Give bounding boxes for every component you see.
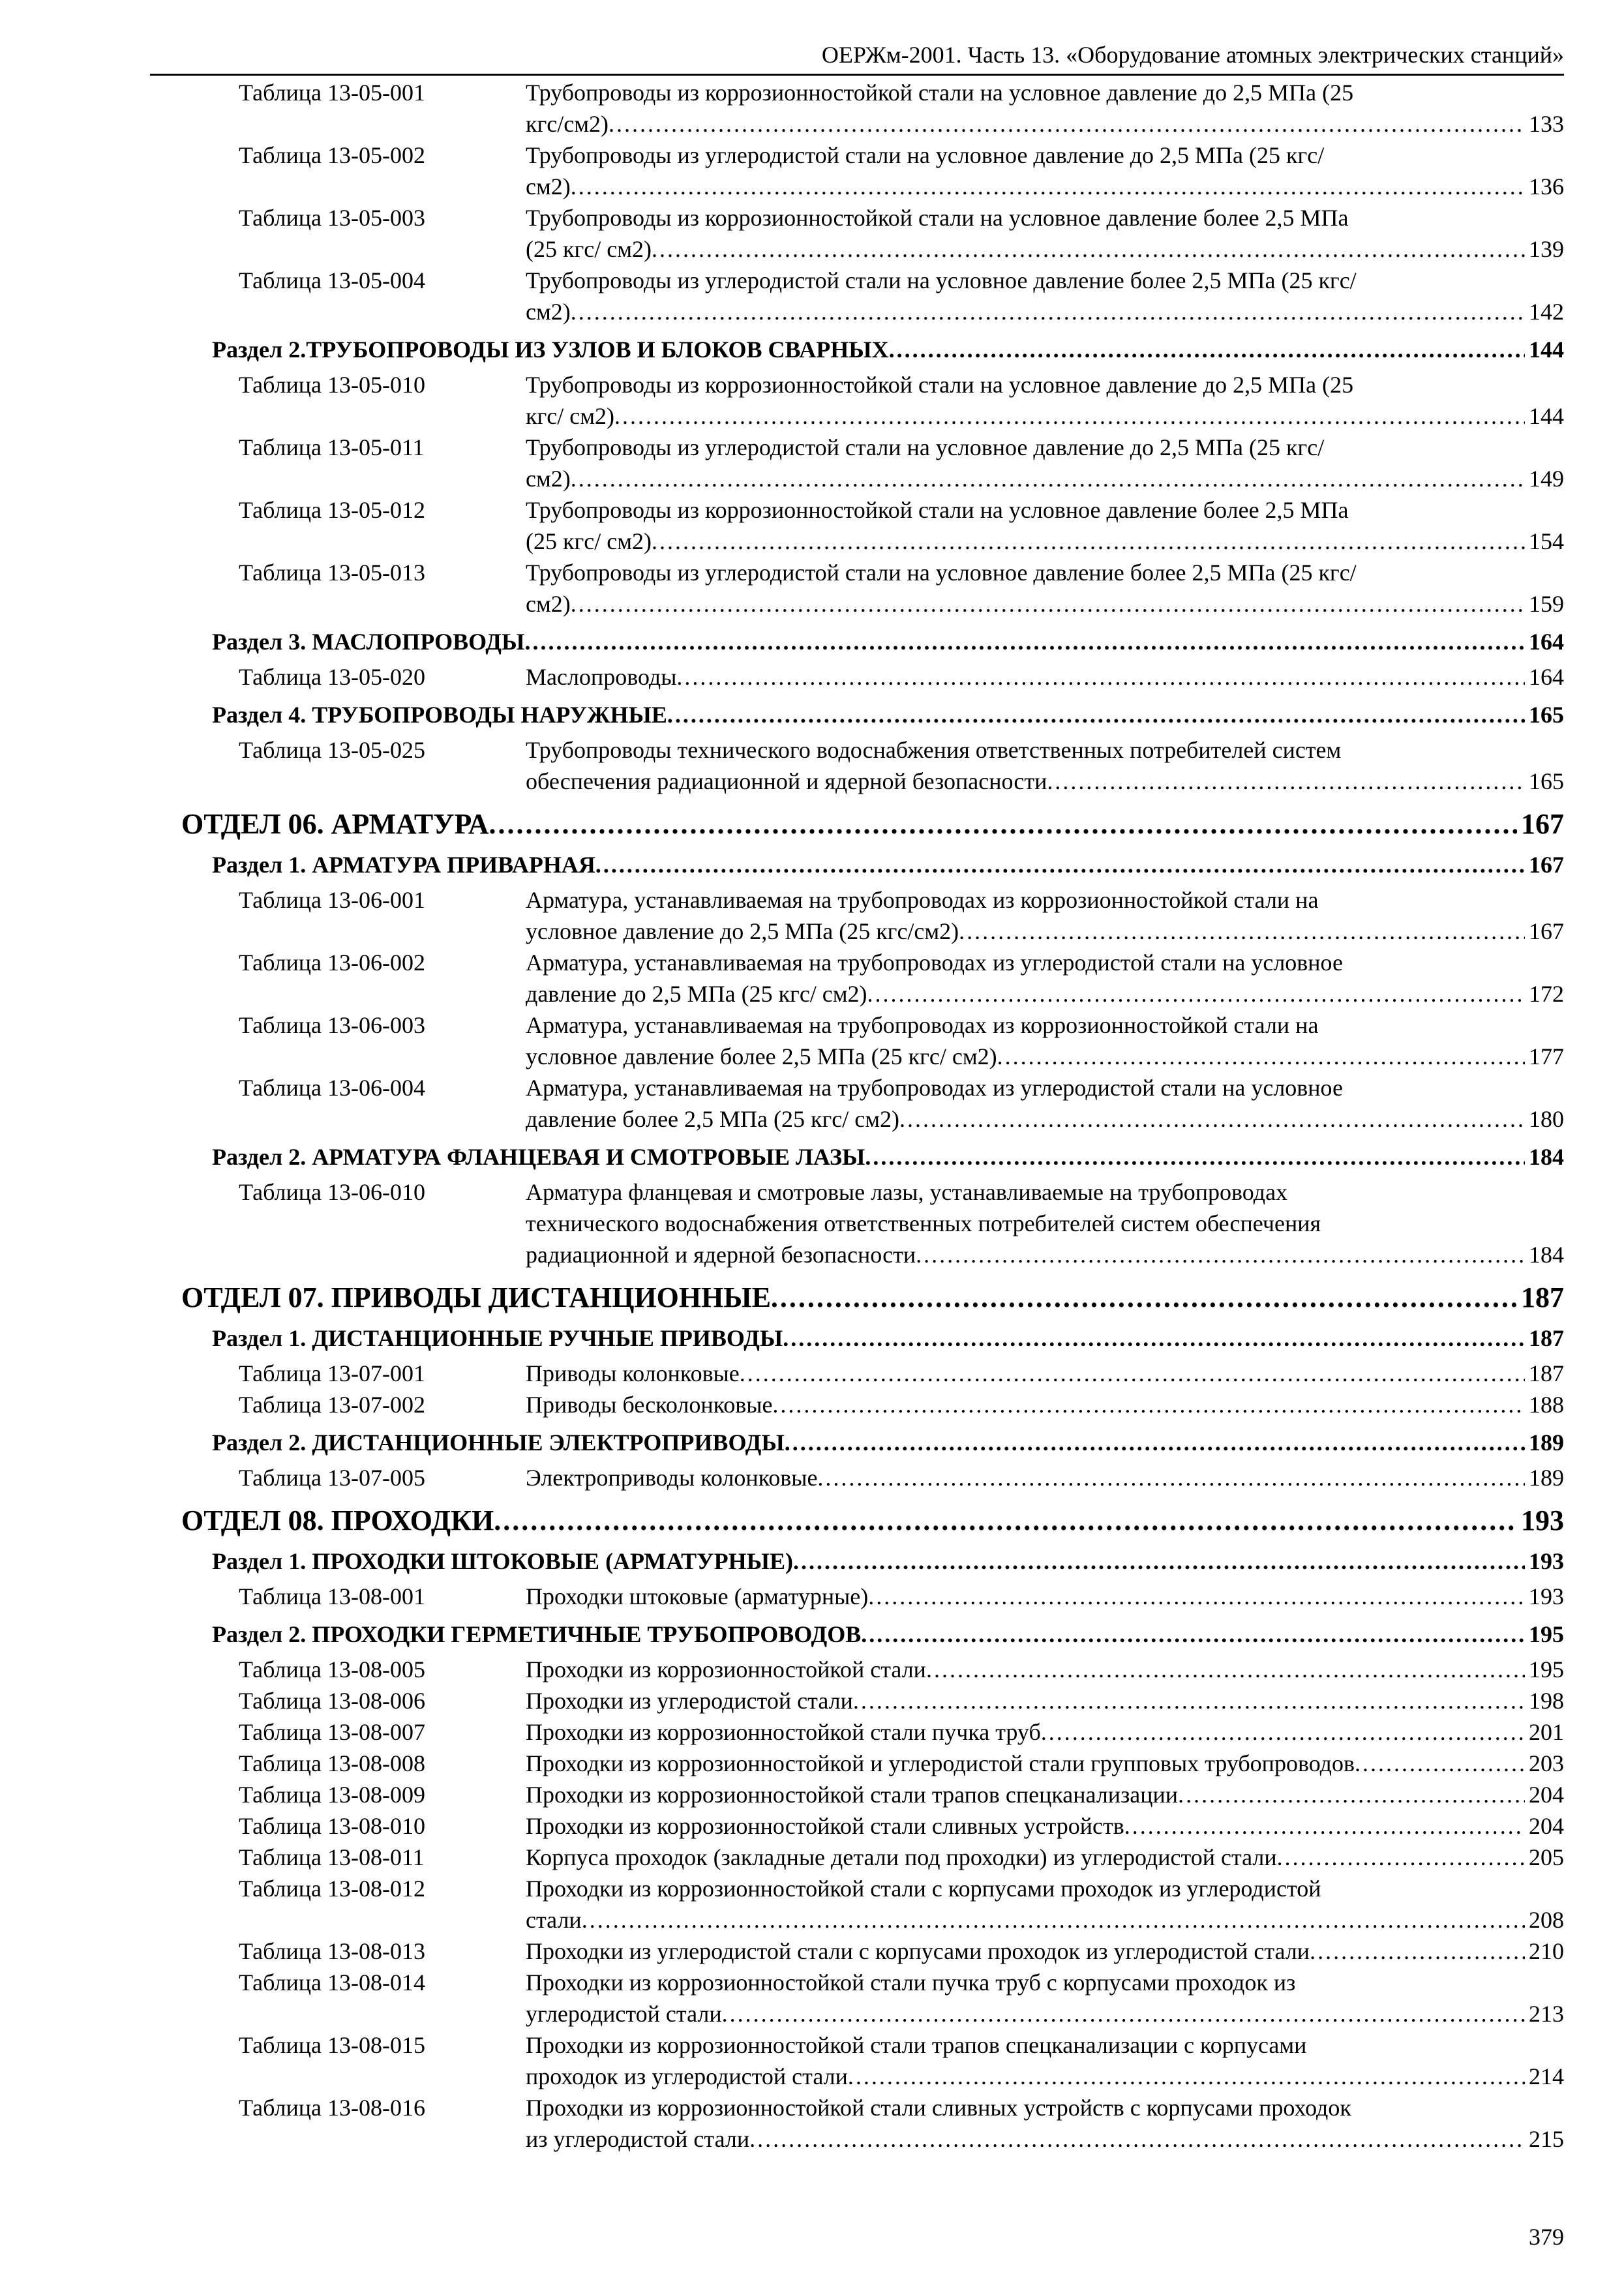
toc-entry-title-line: Маслопроводы [526,664,677,690]
toc-entry-title-line: Трубопроводы из углеродистой стали на условное давление более 2,5 МПа (25 кгс/ [526,267,1357,293]
toc-entry-title-line: Проходки из коррозионностойкой стали сливных устройств с корпусами проходок [526,2095,1351,2121]
dot-leader [595,849,1525,880]
dot-leader [749,2123,1525,2155]
running-header: ОЕРЖм-2001. Часть 13. «Оборудование атомных электрических станций» [821,42,1564,68]
dot-leader [571,171,1525,202]
dot-leader [524,626,1525,657]
toc-entry-title-line: Раздел 1. АРМАТУРА ПРИВАРНАЯ [212,852,595,878]
toc-page-number: 205 [1529,1844,1564,1870]
toc-entry-razdel[interactable] [0,1141,1624,1173]
toc-entry-title-line: Проходки из коррозионностойкой стали [526,1656,926,1683]
toc-page-number: 193 [1521,1504,1564,1536]
toc-entry-title-line: проходок из углеродистой стали [526,2063,848,2089]
dot-leader [1047,766,1525,797]
toc-leader-row [526,2061,1564,2092]
dot-leader [785,1427,1525,1458]
toc-entry-title-line: Проходки из коррозионностойкой стали сливных устройств [526,1813,1124,1839]
toc-entry-title-line: Трубопроводы из коррозионностойкой стали на условное давление до 2,5 МПа (25 [526,80,1354,106]
toc-entry-title-line: см2) [526,591,571,617]
toc-page-number: 164 [1529,629,1564,655]
toc-entry-title-line: Проходки из коррозионностойкой стали с корпусами проходок из углеродистой [526,1876,1321,1902]
toc-table-id: Таблица 13-08-008 [239,1750,425,1776]
toc-table-id: Таблица 13-06-010 [239,1179,425,1205]
toc-entry-title-line: Арматура, устанавливаемая на трубопроводах из углеродистой стали на условное [526,950,1343,976]
toc-leader-row [526,1041,1564,1072]
toc-entry-table[interactable] [0,1010,1624,1072]
toc-entry-title-line: Электроприводы колонковые [526,1465,818,1491]
toc-entry-razdel[interactable] [0,699,1624,730]
toc-page-number: 187 [1521,1281,1564,1313]
toc-page-number: 167 [1529,918,1564,944]
header-rule [150,74,1564,76]
toc-entry-table[interactable] [0,884,1624,947]
toc-entry-title-line: Раздел 2. АРМАТУРА ФЛАНЦЕВАЯ И СМОТРОВЫЕ ЛАЗЫ [212,1144,865,1170]
toc-entry-title-line: (25 кгс/ см2) [526,528,652,554]
toc-leader-row [526,1654,1564,1685]
toc-leader-row [526,108,1564,140]
dot-leader [1041,1716,1525,1748]
toc-entry-title-line: радиационной и ядерной безопасности [526,1242,916,1268]
toc-entry-razdel[interactable] [0,334,1624,365]
toc-entry-title-line: кгс/см2) [526,111,609,137]
toc-leader-row [526,400,1564,432]
dot-leader [868,1581,1525,1612]
toc-entry-table[interactable] [0,1873,1624,1936]
toc-page-number: 189 [1529,1429,1564,1456]
toc-entry-title-line: см2) [526,173,571,200]
toc-entry-title-line: Раздел 2. ПРОХОДКИ ГЕРМЕТИЧНЫЕ ТРУБОПРОВОДОВ [212,1621,862,1647]
toc-page-number: 167 [1521,808,1564,840]
toc-entry-razdel[interactable] [0,1619,1624,1650]
toc-page-number: 149 [1529,466,1564,492]
toc-entry-title-line: Проходки из углеродистой стали с корпусами проходок из углеродистой стали [526,1938,1310,1964]
toc-table-id: Таблица 13-06-001 [239,887,425,913]
toc-table-id: Таблица 13-08-013 [239,1938,425,1964]
toc-entry-table[interactable] [0,1842,1624,1873]
toc-entry-title-line: Трубопроводы из углеродистой стали на условное давление более 2,5 МПа (25 кгс/ [526,560,1357,586]
dot-leader [1355,1748,1525,1779]
page-number: 379 [1529,2224,1564,2250]
toc-leader-row [212,1619,1564,1650]
toc-leader-row [526,1998,1564,2029]
toc-page-number: 203 [1529,1750,1564,1776]
toc-entry-otdel[interactable] [0,806,1624,843]
toc-table-id: Таблица 13-05-003 [239,205,425,231]
toc-page-number: 214 [1529,2063,1564,2089]
toc-leader-row [526,526,1564,557]
toc-table-id: Таблица 13-05-001 [239,80,425,106]
toc-leader-row [526,916,1564,947]
toc-leader-row [212,699,1564,730]
dot-leader [916,1239,1525,1270]
toc-page-number: 184 [1529,1144,1564,1170]
toc-leader-row [526,978,1564,1010]
toc-page-number: 215 [1529,2126,1564,2152]
toc-page-number: 195 [1529,1656,1564,1683]
dot-leader [489,806,1517,843]
toc-entry-table[interactable] [0,1748,1624,1779]
dot-leader [614,400,1525,432]
toc-page-number: 187 [1529,1325,1564,1351]
toc-entry-table[interactable] [0,1176,1624,1270]
toc-page-number: 204 [1529,1813,1564,1839]
toc-page-number: 144 [1529,337,1564,363]
toc-entry-title-line: ОТДЕЛ 06. АРМАТУРА [181,808,489,840]
toc-leader-row [526,1779,1564,1810]
toc-entry-title-line: Раздел 3. МАСЛОПРОВОДЫ [212,629,525,655]
toc-table-id: Таблица 13-08-014 [239,1969,425,1996]
toc-entry-title-line: Раздел 4. ТРУБОПРОВОДЫ НАРУЖНЫЕ [212,702,667,728]
toc-entry-title-line: давление более 2,5 МПа (25 кгс/ см2) [526,1106,899,1132]
dot-leader [793,1546,1525,1577]
toc-entry-title-line: см2) [526,299,571,325]
toc-entry-table[interactable] [0,1358,1624,1389]
toc-table-id: Таблица 13-05-013 [239,560,425,586]
toc-entry-table[interactable] [0,947,1624,1010]
toc-entry-title-line: Трубопроводы из углеродистой стали на условное давление до 2,5 МПа (25 кгс/ [526,434,1325,460]
toc-leader-row [181,806,1564,843]
toc-entry-title-line: Проходки из коррозионностойкой и углеродистой стали групповых трубопроводов [526,1750,1355,1776]
toc-page-number: 164 [1529,664,1564,690]
toc-leader-row [212,1546,1564,1577]
dot-leader [865,1141,1525,1173]
dot-leader [861,1619,1525,1650]
toc-entry-title-line: Проходки из коррозионностойкой стали трапов спецканализации с корпусами [526,2032,1307,2058]
toc-leader-row [526,2123,1564,2155]
toc-entry-table[interactable] [0,1967,1624,2029]
toc-page-number: 133 [1529,111,1564,137]
toc-table-id: Таблица 13-07-002 [239,1392,425,1418]
toc-entry-title-line: Арматура, устанавливаемая на трубопроводах из коррозионностойкой стали на [526,1012,1319,1038]
dot-leader [1178,1779,1525,1810]
dot-leader [1277,1842,1525,1873]
toc-entry-title-line: Приводы колонковые [526,1360,740,1386]
toc-page-number: 144 [1529,403,1564,429]
toc-entry-table[interactable] [0,734,1624,797]
toc-entry-title-line: технического водоснабжения ответственных потребителей систем обеспечения [526,1210,1321,1236]
toc-table-id: Таблица 13-05-025 [239,737,425,763]
toc-entry-title-line: Арматура фланцевая и смотровые лазы, устанавливаемые на трубопроводах [526,1179,1288,1205]
dot-leader [1124,1810,1525,1842]
toc-leader-row [212,626,1564,657]
toc-entry-table[interactable] [0,202,1624,265]
toc-leader-row [212,334,1564,365]
toc-entry-table[interactable] [0,2029,1624,2092]
toc-leader-row [526,766,1564,797]
toc-entry-title-line: Трубопроводы из коррозионностойкой стали на условное давление более 2,5 МПа [526,497,1349,523]
toc-page-number: 172 [1529,981,1564,1007]
toc-leader-row [181,1279,1564,1316]
toc-page-number: 139 [1529,236,1564,262]
toc-table-id: Таблица 13-06-004 [239,1075,425,1101]
toc-leader-row [526,1103,1564,1135]
toc-entry-table[interactable] [0,1936,1624,1967]
toc-entry-title-line: Проходки из коррозионностойкой стали трапов спецканализации [526,1782,1179,1808]
toc-leader-row [526,233,1564,265]
toc-entry-razdel[interactable] [0,1427,1624,1458]
toc-table-id: Таблица 13-05-011 [239,434,425,460]
toc-leader-row [526,1389,1564,1420]
toc-table-id: Таблица 13-08-001 [239,1583,425,1609]
dot-leader [926,1654,1525,1685]
toc-entry-table[interactable] [0,1581,1624,1612]
toc-entry-table[interactable] [0,1462,1624,1493]
toc-leader-row [526,1936,1564,1967]
dot-leader [1310,1936,1525,1967]
toc-leader-row [526,171,1564,202]
toc-entry-title-line: Проходки из углеродистой стали [526,1688,853,1714]
dot-leader [582,1904,1525,1936]
toc-page-number: 187 [1529,1360,1564,1386]
toc-entry-title-line: Трубопроводы из коррозионностойкой стали на условное давление более 2,5 МПа [526,205,1349,231]
toc-leader-row [526,1904,1564,1936]
toc-page-number: 177 [1529,1043,1564,1070]
toc-leader-row [526,1239,1564,1270]
toc-entry-title-line: Проходки из коррозионностойкой стали пучка труб [526,1719,1041,1745]
toc-page-number: 210 [1529,1938,1564,1964]
toc-entry-table[interactable] [0,1810,1624,1842]
toc-table-id: Таблица 13-05-004 [239,267,425,293]
toc-page-number: 201 [1529,1719,1564,1745]
toc-entry-table[interactable] [0,1072,1624,1135]
dot-leader [652,233,1525,265]
dot-leader [722,1998,1525,2029]
toc-entry-title-line: углеродистой стали [526,2001,722,2027]
dot-leader [571,463,1525,494]
toc-entry-razdel[interactable] [0,849,1624,880]
toc-page-number: 167 [1529,852,1564,878]
toc-page-number: 165 [1529,768,1564,794]
toc-leader-row [526,1581,1564,1612]
dot-leader [772,1389,1525,1420]
toc-page-number: 189 [1529,1465,1564,1491]
toc-leader-row [526,1810,1564,1842]
toc-entry-title-line: Проходки штоковые (арматурные) [526,1583,869,1609]
toc-leader-row [526,296,1564,327]
toc-table-id: Таблица 13-08-011 [239,1844,425,1870]
toc-entry-title-line: Трубопроводы технического водоснабжения ответственных потребителей систем [526,737,1342,763]
toc-page-number: 154 [1529,528,1564,554]
table-of-contents [0,77,1624,2155]
toc-entry-table[interactable] [0,557,1624,620]
toc-table-id: Таблица 13-05-020 [239,664,425,690]
toc-entry-title-line: Раздел 1. ПРОХОДКИ ШТОКОВЫЕ (АРМАТУРНЫЕ) [212,1548,793,1574]
toc-leader-row [212,1141,1564,1173]
dot-leader [740,1358,1525,1389]
toc-entry-table[interactable] [0,2092,1624,2155]
toc-table-id: Таблица 13-06-003 [239,1012,425,1038]
toc-leader-row [526,1358,1564,1389]
toc-page-number: 195 [1529,1621,1564,1647]
toc-entry-table[interactable] [0,265,1624,327]
toc-entry-table[interactable] [0,369,1624,432]
toc-entry-table[interactable] [0,140,1624,202]
toc-entry-title-line: Трубопроводы из коррозионностойкой стали на условное давление до 2,5 МПа (25 [526,372,1354,398]
toc-entry-title-line: Раздел 1. ДИСТАНЦИОННЫЕ РУЧНЫЕ ПРИВОДЫ [212,1325,783,1351]
dot-leader [899,1103,1525,1135]
toc-table-id: Таблица 13-08-006 [239,1688,425,1714]
toc-leader-row [526,1685,1564,1716]
toc-entry-otdel[interactable] [0,1279,1624,1316]
toc-entry-otdel[interactable] [0,1503,1624,1539]
toc-table-id: Таблица 13-05-002 [239,142,425,168]
toc-page-number: 180 [1529,1106,1564,1132]
toc-page-number: 184 [1529,1242,1564,1268]
toc-entry-table[interactable] [0,77,1624,140]
toc-table-id: Таблица 13-07-001 [239,1360,425,1386]
toc-entry-title-line: кгс/ см2) [526,403,614,429]
toc-table-id: Таблица 13-05-010 [239,372,425,398]
toc-entry-title-line: условное давление более 2,5 МПа (25 кгс/ см2) [526,1043,997,1070]
toc-leader-row [212,849,1564,880]
toc-entry-table[interactable] [0,661,1624,693]
toc-entry-table[interactable] [0,1654,1624,1685]
toc-entry-razdel[interactable] [0,1546,1624,1577]
dot-leader [676,661,1525,693]
toc-table-id: Таблица 13-08-009 [239,1782,425,1808]
toc-page-number: 159 [1529,591,1564,617]
toc-leader-row [212,1427,1564,1458]
toc-entry-title-line: см2) [526,466,571,492]
toc-entry-title-line: (25 кгс/ см2) [526,236,652,262]
toc-entry-title-line: обеспечения радиационной и ядерной безопасности [526,768,1047,794]
toc-entry-title-line: Трубопроводы из углеродистой стали на условное давление до 2,5 МПа (25 кгс/ [526,142,1325,168]
toc-entry-table[interactable] [0,1779,1624,1810]
toc-entry-title-line: Арматура, устанавливаемая на трубопроводах из коррозионностойкой стали на [526,887,1319,913]
toc-table-id: Таблица 13-08-012 [239,1876,425,1902]
toc-entry-title-line: ОТДЕЛ 08. ПРОХОДКИ [181,1504,494,1536]
toc-leader-row [526,1842,1564,1873]
toc-leader-row [181,1503,1564,1539]
dot-leader [997,1041,1525,1072]
toc-page-number: 193 [1529,1548,1564,1574]
toc-entry-table[interactable] [0,432,1624,494]
toc-leader-row [526,588,1564,620]
toc-entry-title-line: Приводы бесколонковые [526,1392,773,1418]
dot-leader [783,1323,1525,1354]
toc-entry-title-line: Корпуса проходок (закладные детали под проходки) из углеродистой стали [526,1844,1277,1870]
dot-leader [571,588,1525,620]
dot-leader [667,699,1525,730]
toc-leader-row [526,661,1564,693]
dot-leader [571,296,1525,327]
toc-table-id: Таблица 13-08-016 [239,2095,425,2121]
toc-leader-row [212,1323,1564,1354]
dot-leader [867,978,1525,1010]
dot-leader [853,1685,1525,1716]
toc-entry-table[interactable] [0,1685,1624,1716]
toc-table-id: Таблица 13-08-010 [239,1813,425,1839]
toc-page-number: 198 [1529,1688,1564,1714]
toc-entry-title-line: из углеродистой стали [526,2126,750,2152]
toc-leader-row [526,1462,1564,1493]
toc-entry-title-line: ОТДЕЛ 07. ПРИВОДЫ ДИСТАНЦИОННЫЕ [181,1281,771,1313]
toc-page-number: 188 [1529,1392,1564,1418]
toc-page-number: 204 [1529,1782,1564,1808]
dot-leader [494,1503,1517,1539]
dot-leader [771,1279,1517,1316]
toc-entry-razdel[interactable] [0,1323,1624,1354]
toc-entry-title-line: Раздел 2.ТРУБОПРОВОДЫ ИЗ УЗЛОВ И БЛОКОВ СВАРНЫХ [212,337,889,363]
toc-leader-row [526,463,1564,494]
toc-table-id: Таблица 13-06-002 [239,950,425,976]
toc-leader-row [526,1716,1564,1748]
dot-leader [848,2061,1525,2092]
toc-table-id: Таблица 13-08-007 [239,1719,425,1745]
toc-page-number: 142 [1529,299,1564,325]
toc-page-number: 136 [1529,173,1564,200]
dot-leader [609,108,1525,140]
dot-leader [652,526,1525,557]
toc-table-id: Таблица 13-08-015 [239,2032,425,2058]
toc-entry-title-line: Раздел 2. ДИСТАНЦИОННЫЕ ЭЛЕКТРОПРИВОДЫ [212,1429,785,1456]
toc-entry-title-line: Арматура, устанавливаемая на трубопроводах из углеродистой стали на условное [526,1075,1343,1101]
toc-entry-title-line: Проходки из коррозионностойкой стали пучка труб с корпусами проходок из [526,1969,1296,1996]
toc-table-id: Таблица 13-07-005 [239,1465,425,1491]
dot-leader [817,1462,1525,1493]
toc-page-number: 213 [1529,2001,1564,2027]
toc-entry-table[interactable] [0,494,1624,557]
dot-leader [889,334,1525,365]
toc-entry-title-line: условное давление до 2,5 МПа (25 кгс/см2) [526,918,959,944]
toc-entry-title-line: давление до 2,5 МПа (25 кгс/ см2) [526,981,867,1007]
toc-table-id: Таблица 13-08-005 [239,1656,425,1683]
toc-entry-table[interactable] [0,1716,1624,1748]
dot-leader [959,916,1525,947]
toc-page-number: 208 [1529,1907,1564,1933]
toc-entry-table[interactable] [0,1389,1624,1420]
toc-entry-razdel[interactable] [0,626,1624,657]
toc-page-number: 165 [1529,702,1564,728]
toc-page-number: 193 [1529,1583,1564,1609]
toc-table-id: Таблица 13-05-012 [239,497,425,523]
toc-leader-row [526,1748,1564,1779]
toc-entry-title-line: стали [526,1907,582,1933]
